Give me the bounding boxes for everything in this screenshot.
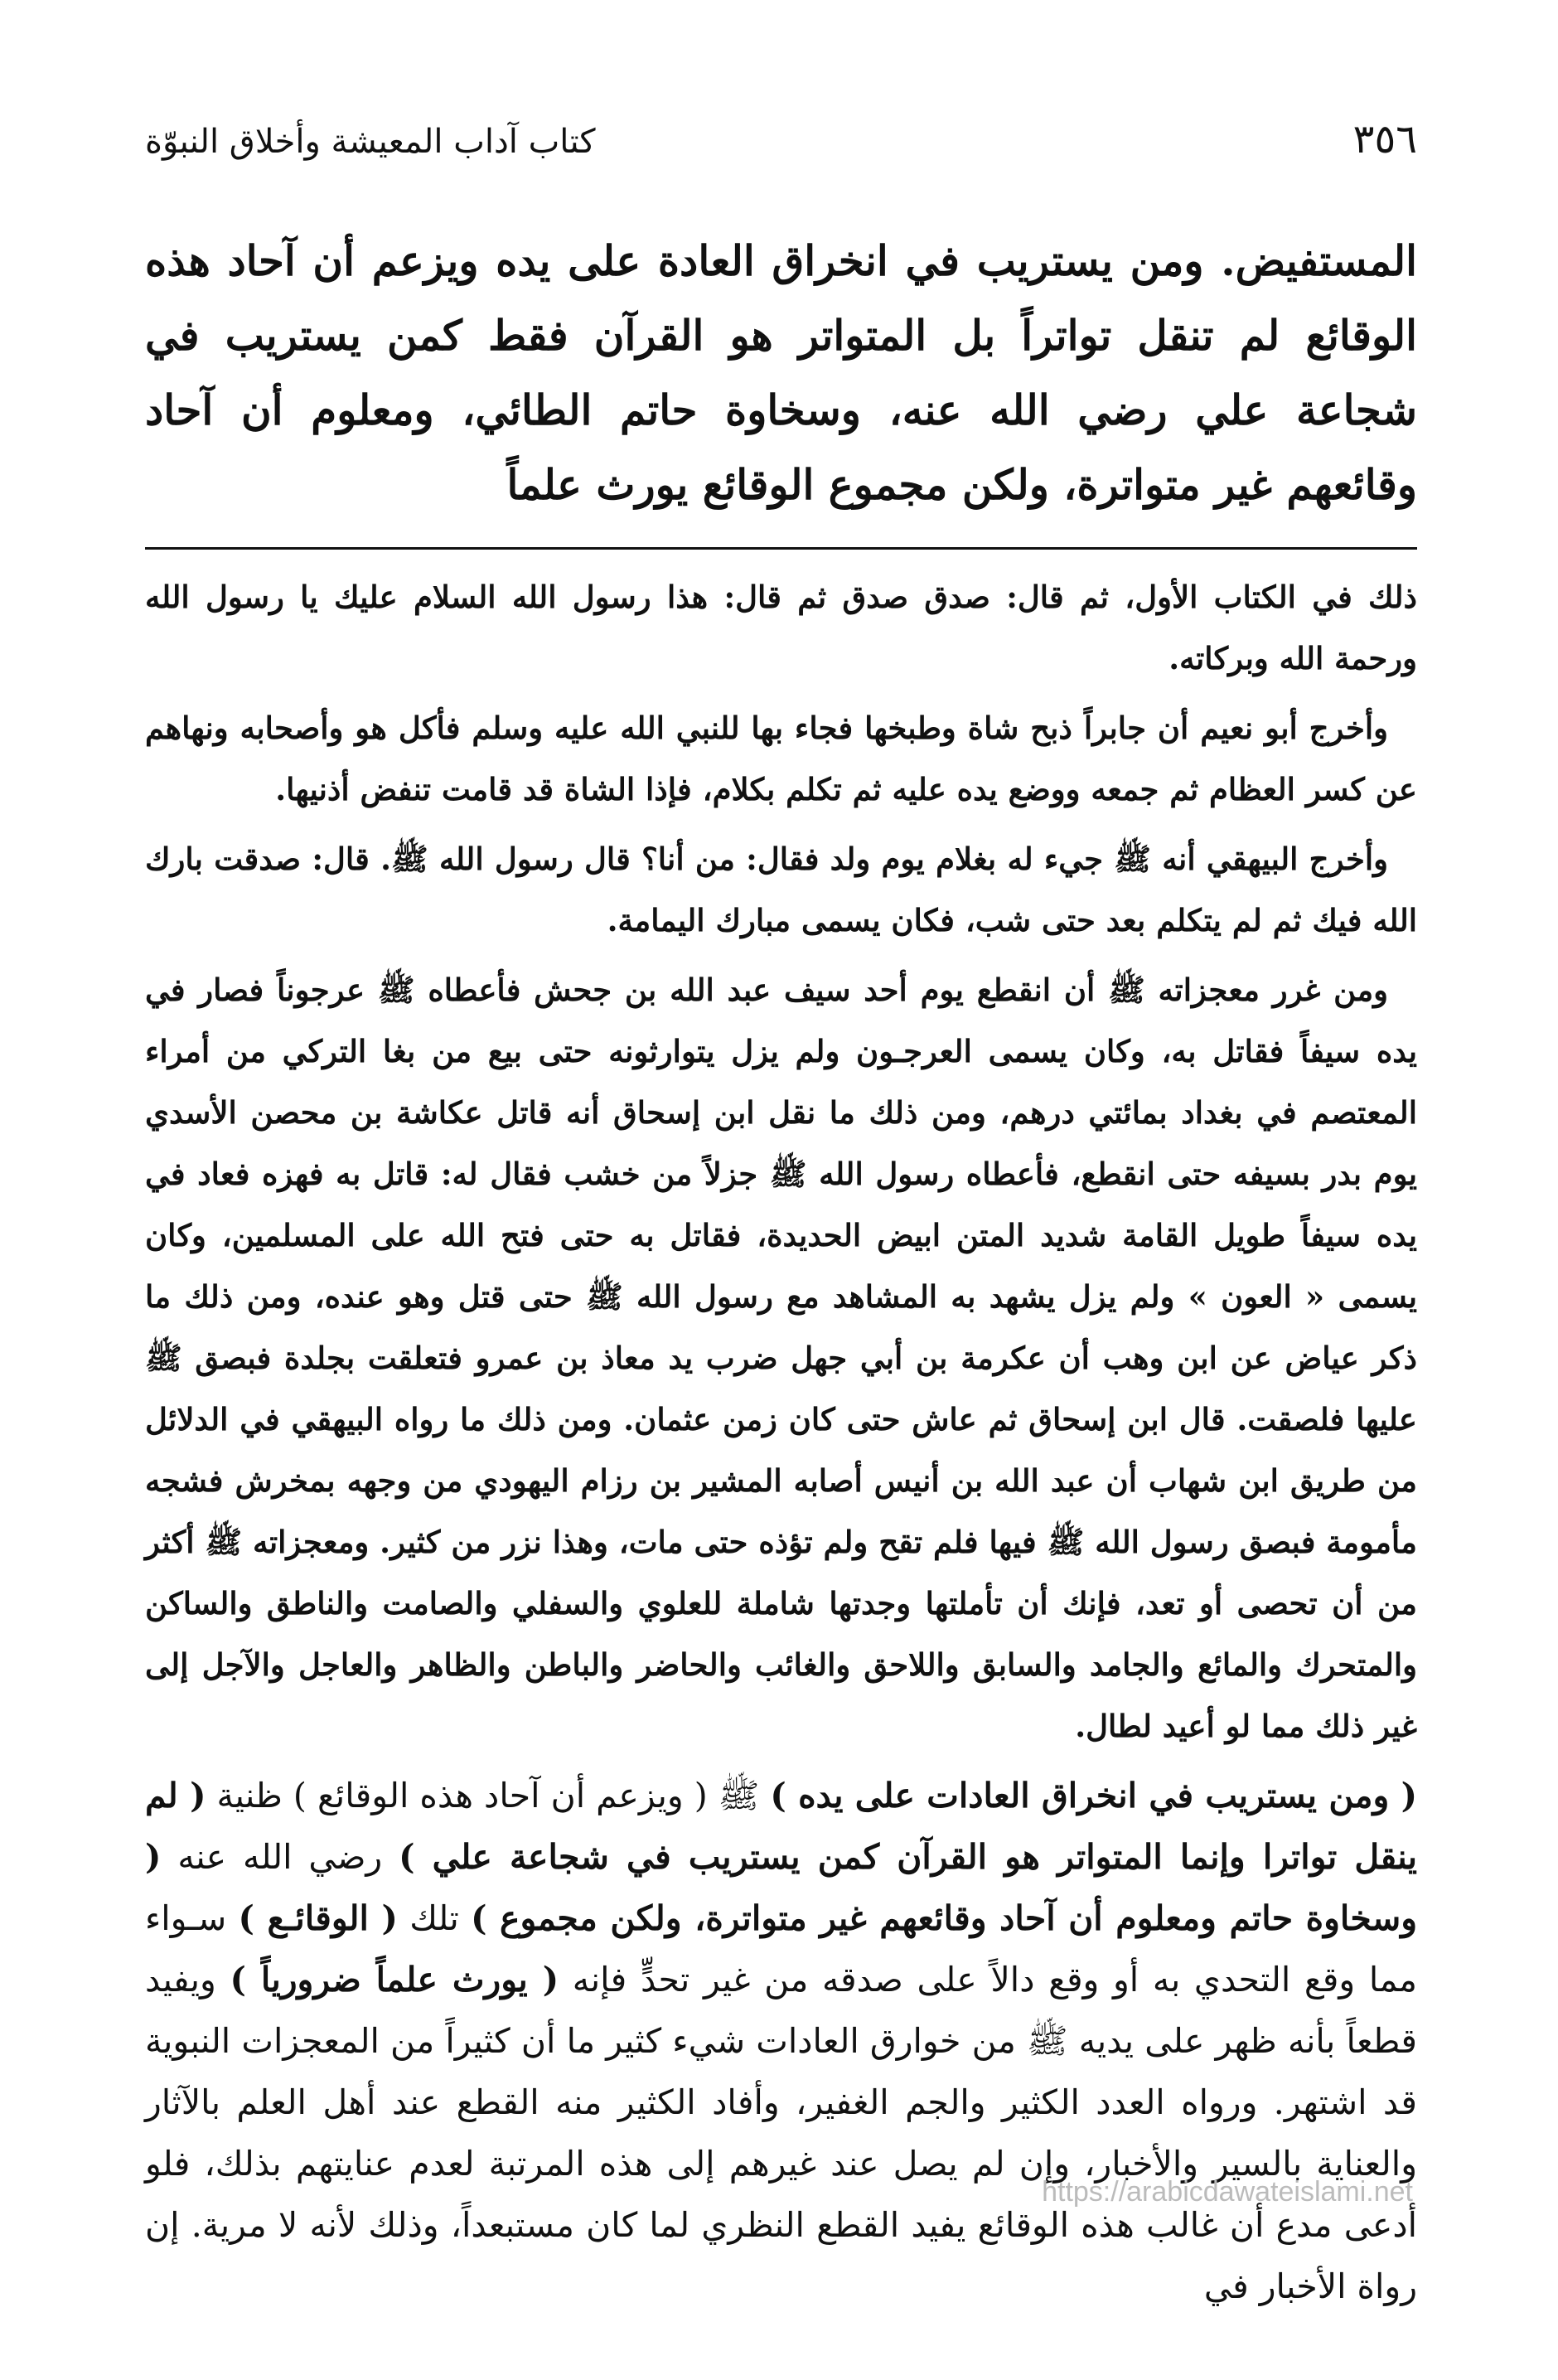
page-number: ٣٥٦ [1352, 116, 1417, 162]
watermark-url: https://arabicdawateislami.net [1042, 2176, 1413, 2208]
matn-quote: ( وسخاوة حاتم ومعلوم أن آحاد وقائعهم غير متواترة، ولكن مجموع ) [145, 1837, 1417, 1938]
commentary-paragraph: وأخرج أبو نعيم أن جابراً ذبح شاة وطبخها فجاء بها للنبي الله عليه وسلم فأكل هو وأصحابه ونهاهم عن كسر العظام ثم جمعه ووضع يده عليه ثم تكلم بكلام، فإذا الشاة قد قامت تنفض أذنيها. [145, 710, 1417, 807]
page-header [145, 116, 1417, 191]
main-text: المستفيض. ومن يستريب في انخراق العادة على يده ويزعم أن آحاد هذه الوقائع لم تنقل تواتراً بل المتواتر هو القرآن فقط كمن يستريب في شجاعة علي رضي الله عنه، وسخاوة حاتم الطائي، ومعلوم أن آحاد وقائعهم غير متواترة، ولكن مجموع الوقائع يورث علماً [145, 236, 1417, 509]
sharh-text: سـواء مما وقع التحدي به أو وقع دالاً على صدقه من غير تحدٍّ فإنه [145, 1898, 1417, 1999]
running-title: كتاب آداب المعيشة وأخلاق النبوّة [145, 123, 596, 161]
separator-rule [145, 547, 1417, 550]
sharh-text: ( ويزعم أن آحاد هذه الوقائع ) ظنية [206, 1776, 708, 1815]
sharh-text: رضي الله عنه [161, 1837, 399, 1877]
commentary-paragraph: ومن غرر معجزاته ﷺ أن انقطع يوم أحد سيف عبد الله بن جحش فأعطاه ﷺ عرجوناً فصار في يده سيفاً فقاتل به، وكان يسمى العرجـون ولم يزل يتوارثونه حتى بيع من بغا التركي من أمراء المعتصم في بغداد بمائتي درهم، ومن ذلك ما نقل ابن إسحاق أنه قاتل عكاشة بن محصن الأسدي يوم بدر بسيفه حتى انقطع، فأعطاه رسول الله ﷺ جزلاً من خشب فقال له: قاتل به فهزه فعاد في يده سيفاً طويل القامة شديد المتن ابيض الحديدة، فقاتل به حتى فتح الله على المسلمين، وكان يسمى « العون » ولم يزل يشهد به المشاهد مع رسول الله ﷺ حتى قتل وهو عنده، ومن ذلك ما ذكر عياض عن ابن وهب أن عكرمة بن أبي جهل ضرب يد معاذ بن عمرو فتعلقت بجلدة فبصق ﷺ عليها فلصقت. قال ابن إسحاق ثم عاش حتى كان زمن عثمان. ومن ذلك ما رواه البيهقي في الدلائل من طريق ابن شهاب أن عبد الله بن أنيس أصابه المشير بن رزام اليهودي من وجهه بمخرش فشجه مأمومة فبصق رسول الله ﷺ فيها فلم تقح ولم تؤذه حتى مات، وهذا نزر من كثير. ومعجزاته ﷺ أكثر من أن تحصى أو تعد، فإنك أن تأملتها وجدتها شاملة للعلوي والسفلي والصامت والناطق والساكن والمتحرك والمائع والجامد والسابق واللاحق والغائب والحاضر والباطن والظاهر والعاجل والآجل إلى غير ذلك مما لو أعيد لطال. [145, 972, 1417, 1744]
sharh-text: تلك [397, 1898, 472, 1938]
book-page [145, 116, 1417, 2317]
sharh-paragraph [145, 1765, 1417, 2317]
matn-quote: ( يورث علماً ضرورياً ) [230, 1960, 559, 1999]
matn-quote: ( ومن يستريب في انخراق العادات على يده ) [770, 1776, 1417, 1815]
sharh-text: ويفيد قطعاً بأنه ظهر على يديه ﷺ من خوارق العادات شيء كثير ما أن كثيراً من المعجزات النبوية قد اشتهر. ورواه العدد الكثير والجم الغفير، وأفاد الكثير منه القطع عند أهل العلم بالآثار والعناية بالسير والأخبار، وإن لم يصل عند غيرهم إلى هذه المرتبة لعدم عنايتهم بذلك، فلو أدعى مدع أن غالب هذه الوقائع يفيد القطع النظري لما كان مستبعداً، وذلك لأنه لا مرية. إن رواة الأخبار في [145, 1960, 1417, 2306]
commentary-paragraph: وأخرج البيهقي أنه ﷺ جيء له بغلام يوم ولد فقال: من أنا؟ قال رسول الله ﷺ. قال: صدقت بارك الله فيك ثم لم يتكلم بعد حتى شب، فكان يسمى مبارك اليمامة. [145, 841, 1417, 938]
commentary-paragraph: ذلك في الكتاب الأول، ثم قال: صدق صدق ثم قال: هذا رسول الله السلام عليك يا رسول الله ورحمة الله وبركاته. [145, 579, 1417, 676]
sharh-text: ﷺ [707, 1776, 771, 1815]
commentary [145, 566, 1417, 1757]
matn-quote: ( الوقائـع ) [238, 1898, 398, 1938]
matn-quote: ( لم ينقل تواترا وإنما المتواتر هو القرآن كمن يستريب في شجاعة علي ) [145, 1776, 1417, 1877]
